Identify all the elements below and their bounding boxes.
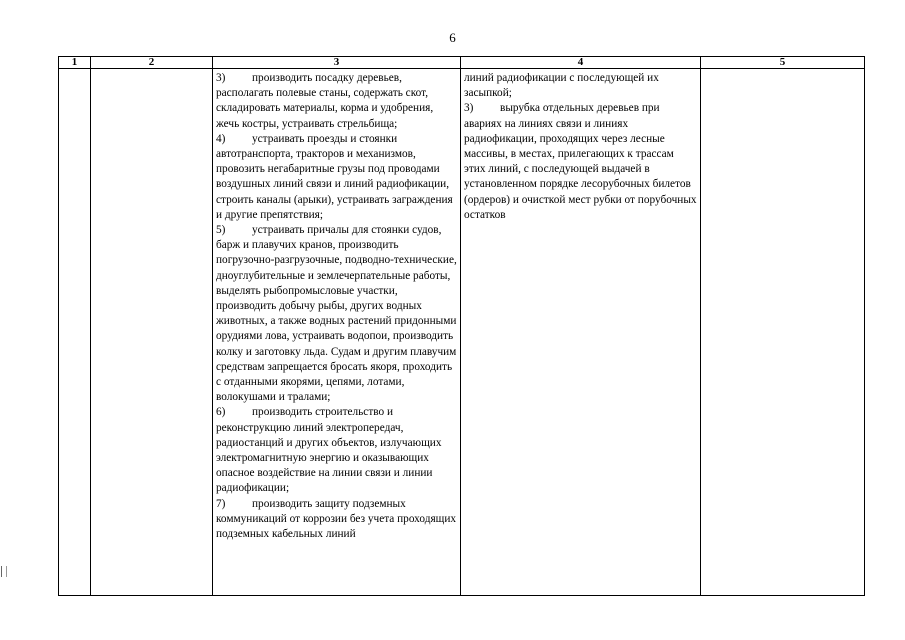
list-item-number: 3) bbox=[216, 72, 226, 84]
list-item-text: устраивать проезды и стоянки автотранспорта, тракторов и механизмов, провозить негабаритные грузы под проводами воздушных линий связи и линий радиофикации, строить каналы (арыки), устраивать заграждения и другие препятствия; bbox=[216, 132, 456, 221]
column-header-5: 5 bbox=[701, 57, 865, 69]
list-item-text: устраивать причалы для стоянки судов, барж и плавучих кранов, производить погрузочно-разгрузочные, подводно-технические, дноуглубительные и землечерпательные работы, выделять рыбопромысловые участки, производить добычу рыбы, других водных животных, а также водных растений придонными орудиями лова, устраивать водопои, производить колку и заготовку льда. Судам и другим плавучим средствам запрещается бросать якоря, проходить с отданными якорями, цепями, лотами, волокушами и тралами; bbox=[216, 224, 460, 404]
column-4-text bbox=[461, 69, 700, 595]
cell-column-5 bbox=[701, 69, 865, 596]
page-number: 6 bbox=[449, 30, 456, 45]
list-item bbox=[216, 71, 458, 132]
list-item bbox=[216, 405, 458, 496]
table-row bbox=[59, 69, 865, 596]
list-item-text: производить посадку деревьев, располагать полевые станы, содержать скот, складировать материалы, корма и удобрения, жечь костры, устраивать стрельбища; bbox=[216, 72, 436, 130]
list-item-number: 7) bbox=[216, 497, 226, 510]
scan-edge-mark bbox=[1, 566, 7, 577]
list-item-number: 3) bbox=[464, 102, 474, 115]
column-3-text bbox=[213, 69, 460, 595]
cell-column-4 bbox=[461, 69, 701, 596]
list-item-text: линий радиофикации с последующей их засыпкой; bbox=[464, 72, 662, 100]
cell-column-2 bbox=[91, 69, 213, 596]
list-item-number: 4) bbox=[216, 132, 226, 145]
column-header-2: 2 bbox=[91, 57, 213, 69]
list-item-number: 5) bbox=[216, 224, 226, 237]
cell-column-3 bbox=[213, 69, 461, 596]
column-header-3: 3 bbox=[213, 57, 461, 69]
table-header-row bbox=[59, 57, 865, 69]
column-header-1: 1 bbox=[59, 57, 91, 69]
list-item-text: производить защиту подземных коммуникаций от коррозии без учета проходящих подземных кабельных линий bbox=[216, 497, 459, 541]
list-item bbox=[464, 71, 698, 101]
list-item-text: вырубка отдельных деревьев при авариях на линиях связи и линиях радиофикации, проходящих через лесные массивы, в местах, прилегающих к трассам этих линий, с последующей выдачей в установленном порядке лесорубочных билетов (ордеров) и очисткой мест рубки от порубочных остатков bbox=[464, 102, 700, 221]
list-item bbox=[216, 223, 458, 405]
list-item bbox=[464, 101, 698, 223]
list-item-number: 6) bbox=[216, 406, 226, 419]
column-header-4: 4 bbox=[461, 57, 701, 69]
cell-column-1 bbox=[59, 69, 91, 596]
list-item bbox=[216, 132, 458, 223]
document-table bbox=[58, 56, 865, 596]
list-item-text: производить строительство и реконструкцию линий электропередач, радиостанций и других объектов, излучающих электромагнитную энергию и оказывающих опасное воздействие на линии связи и линии радиофикации; bbox=[216, 406, 445, 495]
list-item bbox=[216, 497, 458, 543]
